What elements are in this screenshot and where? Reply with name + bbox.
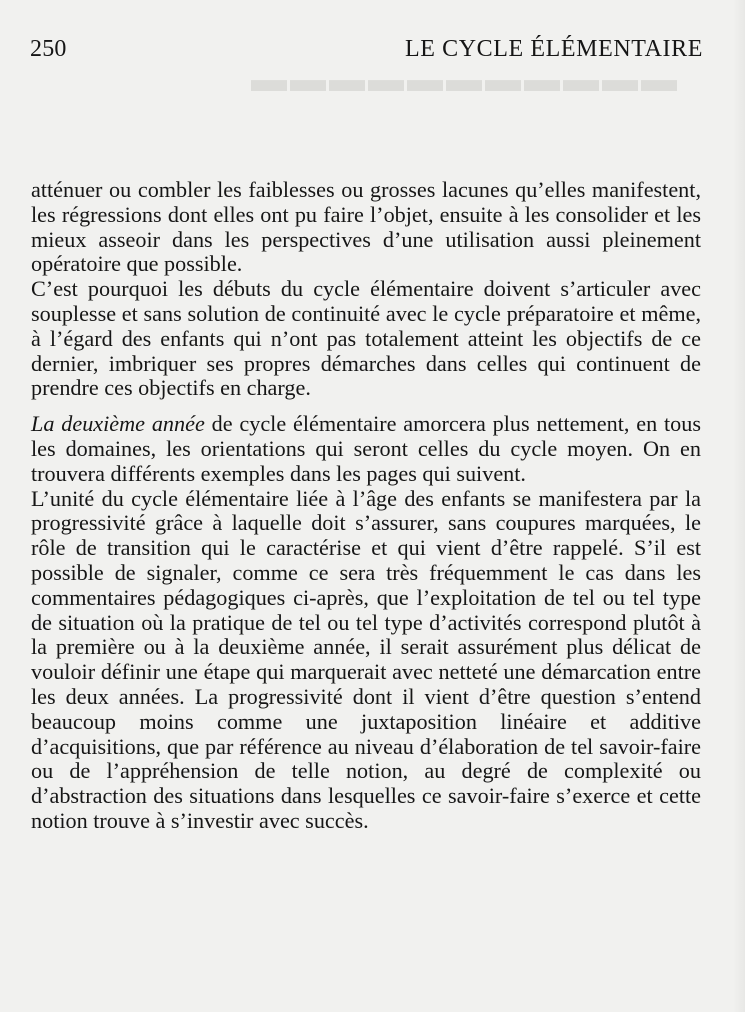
running-header <box>30 34 703 70</box>
chapter-title: LE CYCLE ÉLÉMENTAIRE <box>404 36 703 62</box>
paragraph-1: atténuer ou combler les faiblesses ou grosses lacunes qu’elles manifestent, les régressions dont elles ont pu faire l’objet, ensuite à les consolider et les mieux asseoir dans les perspectives d’une utilisation aussi pleinement opératoire que possible. <box>31 177 701 277</box>
paragraph-3 <box>31 412 701 486</box>
paragraph-4: L’unité du cycle élémentaire liée à l’âge des enfants se manifestera par la progressivité grâce à laquelle doit s’assurer, sans coupures marquées, le rôle de transition qui le caractérise et qui vient d’être rappelé. S’il est possible de signaler, comme ce sera très fréquemment le cas dans les commentaires pédagogiques ci-après, que l’exploitation de tel ou tel type de situation où la pratique de tel ou tel type d’activités correspond plutôt à la première ou à la deuxième année, il serait assurément plus délicat de vouloir définir une étape qui marquerait avec netteté une démarcation entre les deux années. La progressivité dont il vient d’être question s’entend beaucoup moins comme une juxtaposition linéaire et additive d’acquisitions, que par référence au niveau d’élaboration de tel savoir-faire ou de l’appréhension de telle notion, au degré de complexité ou d’abstraction des situations dans lesquelles ce savoir-faire s’exerce et cette notion trouve à s’investir avec succès. <box>31 485 701 833</box>
reverse-page-bleed-through: ▬▬▬▬▬▬▬▬▬▬▬ <box>248 58 677 99</box>
paragraph-3-text: de cycle élémentaire amorcera plus nettement, en tous les domaines, les orientations qui seront celles du cycle moyen. On en trouvera différents exemples dans les pages qui suivent. <box>31 411 701 486</box>
page-number: 250 <box>30 36 67 62</box>
body-text <box>31 178 701 834</box>
scan-edge-shadow <box>733 0 745 1012</box>
paragraph-2: C’est pourquoi les débuts du cycle élémentaire doivent s’articuler avec souplesse et sans solution de continuité avec le cycle préparatoire et même, à l’égard des enfants qui n’ont pas totalement atteint les objectifs de ce dernier, imbriquer ses propres démarches dans celles qui continuent de prendre ces objectifs en charge. <box>31 276 701 401</box>
paragraph-3-italic: La deuxième année <box>31 411 205 437</box>
